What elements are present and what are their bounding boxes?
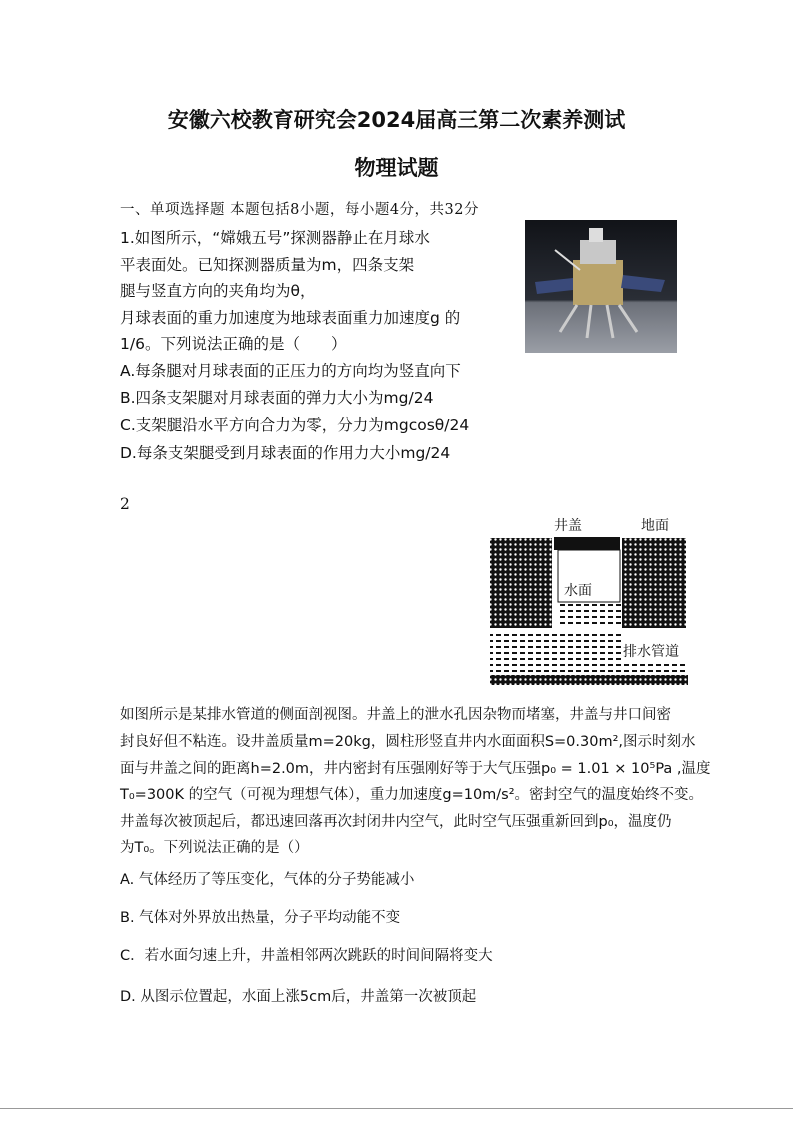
page-bottom-rule	[0, 1108, 793, 1109]
q2-number: 2	[120, 495, 130, 513]
section-heading: 一、单项选择题 本题包括8小题，每小题4分，共32分	[120, 202, 480, 218]
q1-line: 腿与竖直方向的夹角均为θ，	[120, 282, 316, 300]
q1-option-a: A.每条腿对月球表面的正压力的方向均为竖直向下	[120, 362, 461, 380]
q1-option-d: D.每条支架腿受到月球表面的作用力大小mg/24	[120, 444, 451, 462]
exam-subtitle: 物理试题	[354, 156, 439, 180]
q2-line: 井盖每次被顶起后，都迅速回落再次封闭井内空气，此时空气压强重新回到p₀，温度仍	[120, 814, 672, 830]
q2-line: 如图所示是某排水管道的侧面剖视图。井盖上的泄水孔因杂物而堵塞，井盖与井口间密	[120, 707, 671, 723]
q1-line: 1/6。下列说法正确的是（ ）	[120, 335, 347, 353]
q2-option-a: A. 气体经历了等压变化，气体的分子势能减小	[120, 872, 415, 888]
exam-title: 安徽六校教育研究会2024届高三第二次素养测试	[167, 108, 626, 132]
q1-line: 1.如图所示，“嫦娥五号”探测器静止在月球水	[120, 229, 430, 247]
label-pipe: 排水管道	[623, 644, 679, 660]
label-water: 水面	[564, 583, 592, 599]
q1-line: 月球表面的重力加速度为地球表面重力加速度g 的	[120, 309, 461, 327]
label-cover: 井盖	[554, 518, 582, 534]
q2-option-c: C．若水面匀速上升，井盖相邻两次跳跃的时间间隔将变大	[120, 948, 493, 964]
q2-option-b: B. 气体对外界放出热量，分子平均动能不变	[120, 910, 401, 926]
q2-line: 封良好但不粘连。设井盖质量m=20kg，圆柱形竖直井内水面面积S=0.30m²,图示时刻水	[120, 734, 696, 750]
label-ground: 地面	[641, 518, 669, 534]
q2-line: T₀=300K 的空气（可视为理想气体），重力加速度g=10m/s²。密封空气的温度始终不变。	[120, 787, 704, 803]
q1-option-b: B.四条支架腿对月球表面的弹力大小为mg/24	[120, 389, 434, 407]
lunar-lander-photo	[525, 220, 677, 353]
q1-option-c: C.支架腿沿水平方向合力为零，分力为mgcosθ/24	[120, 416, 470, 434]
q2-line: 面与井盖之间的距离h=2.0m，井内密封有压强刚好等于大气压强p₀ = 1.01 × 10⁵Pa ,温度	[120, 761, 711, 777]
q1-line: 平表面处。已知探测器质量为m，四条支架	[120, 256, 415, 274]
q2-option-d: D. 从图示位置起，水面上涨5cm后，井盖第一次被顶起	[120, 989, 477, 1005]
q2-line: 为T₀。下列说法正确的是（）	[120, 840, 309, 856]
